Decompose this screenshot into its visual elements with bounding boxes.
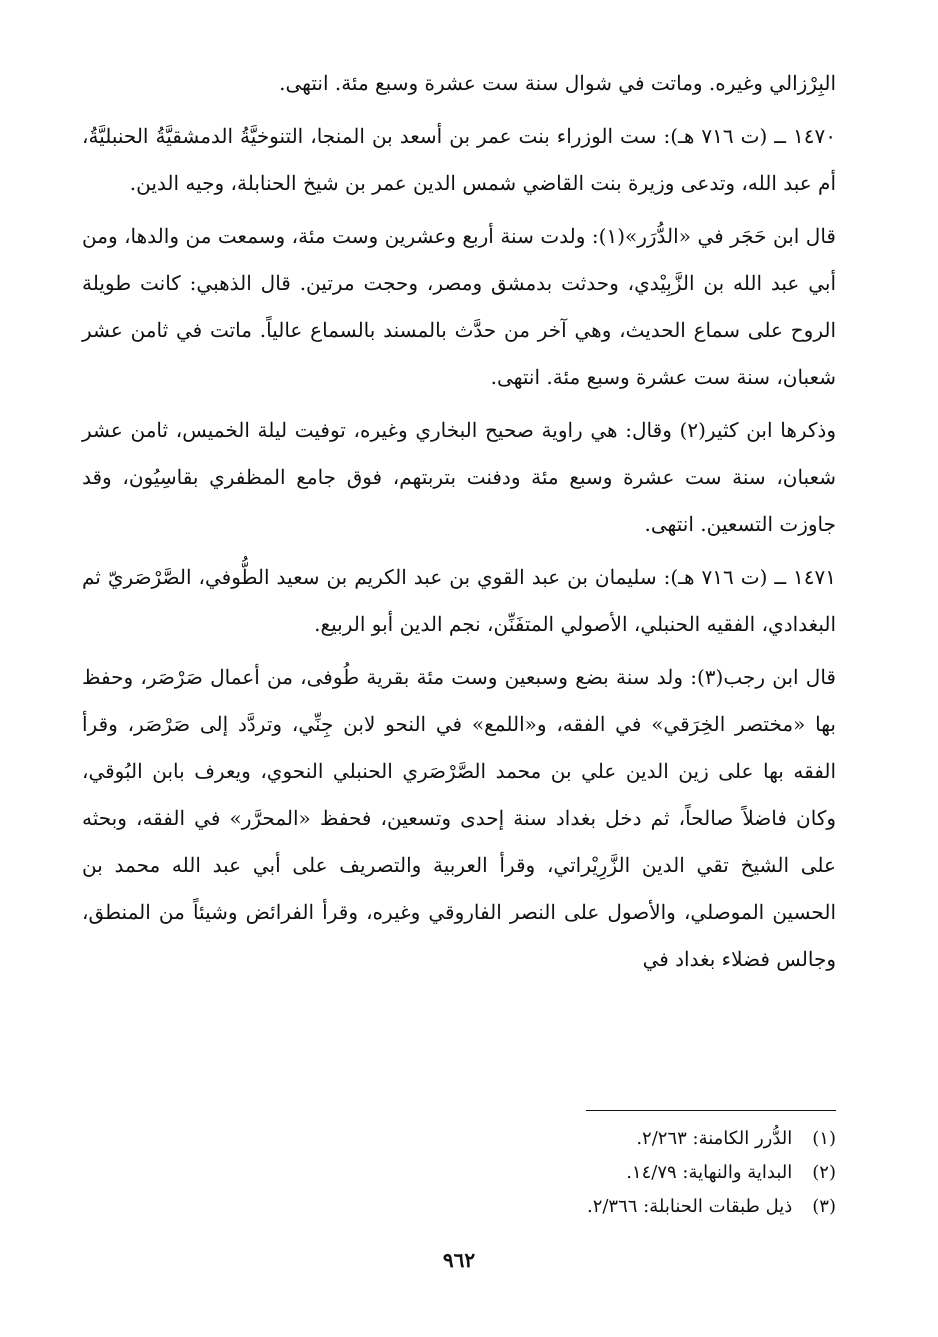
page-number: ٩٦٢: [442, 1248, 476, 1272]
paragraph-ibn-rajab: قال ابن رجب(٣): ولد سنة بضع وسبعين وست مئة بقرية طُوفى، من أعمال صَرْصَر، وحفظ بها «مختصر الخِرَقي» في الفقه، و«اللمع» في النحو لابن جِنِّي، وتردَّد إلى صَرْصَر، وقرأ الفقه بها على زين الدين علي بن محمد الصَّرْصَري الحنبلي النحوي، ويعرف بابن البُوقي، وكان فاضلاً صالحاً، ثم دخل بغداد سنة إحدى وتسعين، فحفظ «المحرَّر» في الفقه، وبحثه على الشيخ تقي الدين الزَّرِيْراتي، وقرأ العربية والتصريف على أبي عبد الله محمد بن الحسين الموصلي، والأصول على النصر الفاروقي وغيره، وقرأ الفرائض وشيئاً من المنطق، وجالس فضلاء بغداد في: [82, 665, 836, 971]
footnote-item: [82, 1122, 836, 1156]
paragraph-continuation: البِرْزالي وغيره. وماتت في شوال سنة ست عشرة وسبع مئة. انتهى.: [279, 71, 836, 95]
paragraph-ibn-kathir: وذكرها ابن كثير(٢) وقال: هي راوية صحيح البخاري وغيره، توفيت ليلة الخميس، ثامن عشر شعبان، سنة ست عشرة وسبع مئة ودفنت بتربتهم، فوق جامع المظفري بقاسِيُون، وقد جاوزت التسعين. انتهى.: [82, 418, 836, 536]
footnotes: [82, 1122, 836, 1224]
footnote-number: (٣): [812, 1196, 836, 1217]
footnote-item: [82, 1156, 836, 1190]
footnote-text: ذيل طبقات الحنابلة: ٢/٣٦٦.: [586, 1196, 793, 1217]
footnote-number: (٢): [812, 1162, 836, 1183]
footnote-number: (١): [812, 1128, 836, 1149]
entry-1470: ١٤٧٠ ــ (ت ٧١٦ هـ): ست الوزراء بنت عمر بن أسعد بن المنجا، التنوخيَّةُ الدمشقيَّةُ الحنبليَّةُ، أم عبد الله، وتدعى وزيرة بنت القاضي شمس الدين عمر بن شيخ الحنابلة، وجيه الدين.: [82, 124, 836, 195]
paragraph-ibn-hajar: قال ابن حَجَر في «الدُّرَر»(١): ولدت سنة أربع وعشرين وست مئة، وسمعت من والدها، ومن أبي عبد الله بن الزَّبِيْدي، وحدثت بدمشق ومصر، وحجت مرتين. قال الذهبي: كانت طويلة الروح على سماع الحديث، وهي آخر من حدَّث بالمسند بالسماع عالياً. ماتت في ثامن عشر شعبان، سنة ست عشرة وسبع مئة. انتهى.: [82, 224, 836, 389]
footnote-text: البداية والنهاية: ١٤/٧٩.: [626, 1162, 793, 1183]
footnote-text: الدُّرر الكامنة: ٢/٢٦٣.: [636, 1128, 793, 1149]
footnote-item: [82, 1190, 836, 1224]
entry-1471: ١٤٧١ ــ (ت ٧١٦ هـ): سليمان بن عبد القوي بن عبد الكريم بن سعيد الطُّوفي، الصَّرْصَريّ ثم البغدادي، الفقيه الحنبلي، الأصولي المتفَنِّن، نجم الدين أبو الربيع.: [82, 565, 836, 636]
page-body: [82, 60, 836, 1310]
footnote-divider: [586, 1110, 836, 1111]
